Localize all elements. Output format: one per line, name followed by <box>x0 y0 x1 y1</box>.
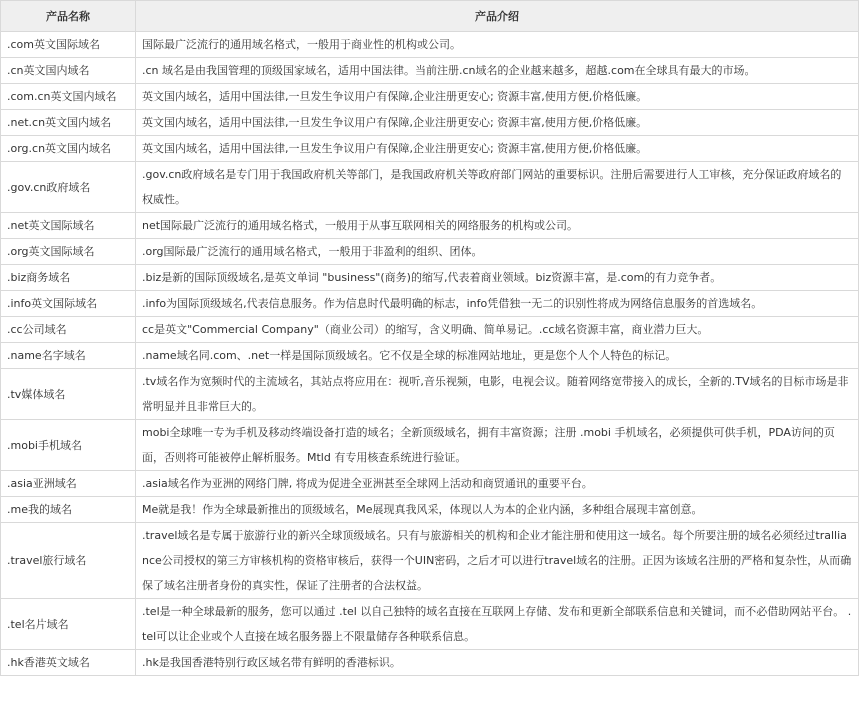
table-row <box>1 110 859 136</box>
product-intro-cell: cc是英文"Commercial Company"（商业公司）的缩写，含义明确、简单易记。.cc域名资源丰富，商业潜力巨大。 <box>136 317 859 343</box>
product-intro-cell: 英文国内域名，适用中国法律,一旦发生争议用户有保障,企业注册更安心; 资源丰富,使用方便,价格低廉。 <box>136 136 859 162</box>
product-intro-cell: .biz是新的国际顶级域名,是英文单词 "business"(商务)的缩写,代表着商业领域。biz资源丰富，是.com的有力竞争者。 <box>136 265 859 291</box>
product-name-cell: .travel旅行域名 <box>1 523 136 599</box>
product-intro-cell: .org国际最广泛流行的通用域名格式，一般用于非盈利的组织、团体。 <box>136 239 859 265</box>
header-product-name: 产品名称 <box>1 1 136 32</box>
table-row <box>1 599 859 650</box>
product-name-cell: .org英文国际域名 <box>1 239 136 265</box>
product-intro-cell: .asia域名作为亚洲的网络门牌, 将成为促进全亚洲甚至全球网上活动和商贸通讯的重要平台。 <box>136 471 859 497</box>
table-row <box>1 162 859 213</box>
table-row <box>1 58 859 84</box>
product-intro-cell: .name域名同.com、.net一样是国际顶级域名。它不仅是全球的标准网站地址，更是您个人个人特色的标记。 <box>136 343 859 369</box>
table-row <box>1 523 859 599</box>
product-name-cell: .biz商务域名 <box>1 265 136 291</box>
product-intro-cell: .hk是我国香港特别行政区域名带有鲜明的香港标识。 <box>136 650 859 676</box>
product-intro-cell: 国际最广泛流行的通用域名格式，一般用于商业性的机构或公司。 <box>136 32 859 58</box>
product-name-cell: .info英文国际域名 <box>1 291 136 317</box>
product-name-cell: .asia亚洲域名 <box>1 471 136 497</box>
product-intro-cell: net国际最广泛流行的通用域名格式，一般用于从事互联网相关的网络服务的机构或公司。 <box>136 213 859 239</box>
table-row <box>1 32 859 58</box>
header-product-intro: 产品介绍 <box>136 1 859 32</box>
product-name-cell: .net英文国际域名 <box>1 213 136 239</box>
product-intro-cell: .tv域名作为宽频时代的主流域名，其站点将应用在：视听,音乐视频，电影，电视会议。随着网络宽带接入的成长，全新的.TV域名的目标市场是非常明显并且非常巨大的。 <box>136 369 859 420</box>
table-row <box>1 291 859 317</box>
product-intro-cell: 英文国内域名，适用中国法律,一旦发生争议用户有保障,企业注册更安心; 资源丰富,使用方便,价格低廉。 <box>136 84 859 110</box>
product-name-cell: .org.cn英文国内域名 <box>1 136 136 162</box>
table-row <box>1 317 859 343</box>
product-name-cell: .cn英文国内域名 <box>1 58 136 84</box>
product-intro-cell: .tel是一种全球最新的服务，您可以通过 .tel 以自己独特的域名直接在互联网上存储、发布和更新全部联系信息和关键词，而不必借助网站平台。 .tel可以让企业或个人直接在域名服务器上不限量储存各种联系信息。 <box>136 599 859 650</box>
table-row <box>1 239 859 265</box>
product-name-cell: .me我的域名 <box>1 497 136 523</box>
table-row <box>1 265 859 291</box>
table-row <box>1 471 859 497</box>
product-intro-cell: Me就是我！作为全球最新推出的顶级域名，Me展现真我风采，体现以人为本的企业内涵，多种组合展现丰富创意。 <box>136 497 859 523</box>
table-row <box>1 420 859 471</box>
product-intro-cell: .cn 域名是由我国管理的顶级国家域名，适用中国法律。当前注册.cn域名的企业越来越多，超越.com在全球具有最大的市场。 <box>136 58 859 84</box>
product-name-cell: .com.cn英文国内域名 <box>1 84 136 110</box>
product-name-cell: .cc公司域名 <box>1 317 136 343</box>
product-intro-cell: mobi全球唯一专为手机及移动终端设备打造的域名；全新顶级域名，拥有丰富资源；注册 .mobi 手机域名，必须提供可供手机，PDA访问的页面，否则将可能被停止解析服务。Mtld 有专用核查系统进行验证。 <box>136 420 859 471</box>
product-name-cell: .net.cn英文国内域名 <box>1 110 136 136</box>
product-name-cell: .tv媒体域名 <box>1 369 136 420</box>
table-row <box>1 343 859 369</box>
table-row <box>1 497 859 523</box>
product-name-cell: .name名字域名 <box>1 343 136 369</box>
table-row <box>1 136 859 162</box>
table-row <box>1 213 859 239</box>
product-intro-cell: .info为国际顶级域名,代表信息服务。作为信息时代最明确的标志，info凭借独一无二的识别性将成为网络信息服务的首选域名。 <box>136 291 859 317</box>
product-name-cell: .tel名片域名 <box>1 599 136 650</box>
product-name-cell: .com英文国际域名 <box>1 32 136 58</box>
product-intro-cell: .travel域名是专属于旅游行业的新兴全球顶级域名。只有与旅游相关的机构和企业才能注册和使用这一域名。每个所要注册的域名必须经过tralliance公司授权的第三方审核机构的资格审核后，获得一个UIN密码，之后才可以进行travel域名的注册。正因为该域名注册的严格和复杂性，从而确保了域名注册者身份的真实性，保证了注册者的合法权益。 <box>136 523 859 599</box>
product-name-cell: .gov.cn政府域名 <box>1 162 136 213</box>
product-intro-cell: .gov.cn政府域名是专门用于我国政府机关等部门，是我国政府机关等政府部门网站的重要标识。注册后需要进行人工审核，充分保证政府域名的权威性。 <box>136 162 859 213</box>
table-header-row <box>1 1 859 32</box>
product-intro-cell: 英文国内域名，适用中国法律,一旦发生争议用户有保障,企业注册更安心; 资源丰富,使用方便,价格低廉。 <box>136 110 859 136</box>
table-row <box>1 84 859 110</box>
product-name-cell: .hk香港英文域名 <box>1 650 136 676</box>
product-name-cell: .mobi手机域名 <box>1 420 136 471</box>
table-row <box>1 369 859 420</box>
table-row <box>1 650 859 676</box>
